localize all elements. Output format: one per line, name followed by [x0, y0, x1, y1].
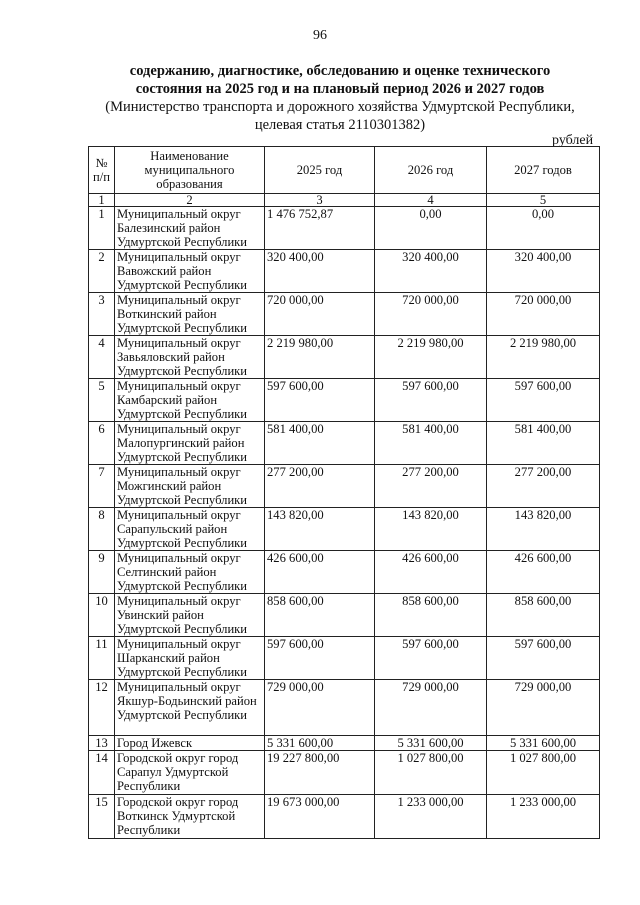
budget-table: [88, 146, 600, 839]
municipality-name: Муниципальный округ Вавожский район Удмуртской Республики: [115, 250, 265, 293]
title-line-4: целевая статья 2110301382): [254, 117, 426, 133]
header-2025: 2025 год: [265, 147, 375, 194]
municipality-name: Муниципальный округ Завьяловский район Удмуртской Республики: [115, 336, 265, 379]
table-row: [89, 465, 600, 508]
value-2025: 581 400,00: [265, 422, 375, 465]
value-2025: 5 331 600,00: [265, 736, 375, 751]
document-title: [80, 62, 600, 134]
value-2027: 858 600,00: [487, 594, 600, 637]
header-num: № п/п: [89, 147, 115, 194]
municipality-name: Муниципальный округ Увинский район Удмуртской Республики: [115, 594, 265, 637]
table-row: [89, 751, 600, 795]
value-2026: 858 600,00: [375, 594, 487, 637]
municipality-name: Муниципальный округ Якшур-Бодьинский район Удмуртской Республики: [115, 680, 265, 736]
value-2027: 597 600,00: [487, 637, 600, 680]
value-2025: 19 673 000,00: [265, 795, 375, 839]
value-2025: 720 000,00: [265, 293, 375, 336]
value-2027: 2 219 980,00: [487, 336, 600, 379]
value-2027: 426 600,00: [487, 551, 600, 594]
column-number: 3: [265, 194, 375, 207]
value-2025: 597 600,00: [265, 379, 375, 422]
value-2025: 1 476 752,87: [265, 207, 375, 250]
municipality-name: Городской округ город Воткинск Удмуртской Республики: [115, 795, 265, 839]
value-2027: 277 200,00: [487, 465, 600, 508]
value-2025: 143 820,00: [265, 508, 375, 551]
table-row: [89, 293, 600, 336]
page-number: 96: [313, 28, 327, 43]
table-row: [89, 336, 600, 379]
row-number: 4: [89, 336, 115, 379]
value-2026: 277 200,00: [375, 465, 487, 508]
currency-unit: рублей: [552, 133, 594, 148]
value-2026: 720 000,00: [375, 293, 487, 336]
column-number-row: [89, 194, 600, 207]
row-number: 14: [89, 751, 115, 795]
value-2025: 729 000,00: [265, 680, 375, 736]
row-number: 8: [89, 508, 115, 551]
value-2026: 143 820,00: [375, 508, 487, 551]
value-2026: 1 233 000,00: [375, 795, 487, 839]
municipality-name: Муниципальный округ Селтинский район Удмуртской Республики: [115, 551, 265, 594]
table-row: [89, 551, 600, 594]
value-2025: 597 600,00: [265, 637, 375, 680]
value-2026: 2 219 980,00: [375, 336, 487, 379]
table-row: [89, 508, 600, 551]
value-2026: 0,00: [375, 207, 487, 250]
table-row: [89, 736, 600, 751]
table-row: [89, 637, 600, 680]
header-2027: 2027 годов: [487, 147, 600, 194]
value-2025: 19 227 800,00: [265, 751, 375, 795]
value-2026: 729 000,00: [375, 680, 487, 736]
value-2027: 5 331 600,00: [487, 736, 600, 751]
row-number: 13: [89, 736, 115, 751]
value-2026: 426 600,00: [375, 551, 487, 594]
value-2026: 597 600,00: [375, 379, 487, 422]
column-number: 2: [115, 194, 265, 207]
municipality-name: Город Ижевск: [115, 736, 265, 751]
row-number: 3: [89, 293, 115, 336]
value-2026: 320 400,00: [375, 250, 487, 293]
value-2026: 581 400,00: [375, 422, 487, 465]
table-row: [89, 422, 600, 465]
row-number: 7: [89, 465, 115, 508]
value-2027: 0,00: [487, 207, 600, 250]
column-number: 4: [375, 194, 487, 207]
row-number: 15: [89, 795, 115, 839]
value-2026: 1 027 800,00: [375, 751, 487, 795]
municipality-name: Муниципальный округ Шарканский район Удмуртской Республики: [115, 637, 265, 680]
row-number: 2: [89, 250, 115, 293]
value-2026: 5 331 600,00: [375, 736, 487, 751]
row-number: 9: [89, 551, 115, 594]
value-2027: 143 820,00: [487, 508, 600, 551]
table-row: [89, 250, 600, 293]
title-line-1: содержанию, диагностике, обследованию и оценке технического: [129, 63, 551, 79]
table-row: [89, 795, 600, 839]
value-2025: 426 600,00: [265, 551, 375, 594]
value-2025: 2 219 980,00: [265, 336, 375, 379]
table-header-row: [89, 147, 600, 194]
table-row: [89, 207, 600, 250]
value-2027: 581 400,00: [487, 422, 600, 465]
value-2027: 1 027 800,00: [487, 751, 600, 795]
municipality-name: Муниципальный округ Воткинский район Удмуртской Республики: [115, 293, 265, 336]
column-number: 5: [487, 194, 600, 207]
value-2027: 597 600,00: [487, 379, 600, 422]
value-2027: 720 000,00: [487, 293, 600, 336]
row-number: 5: [89, 379, 115, 422]
value-2027: 729 000,00: [487, 680, 600, 736]
value-2027: 1 233 000,00: [487, 795, 600, 839]
table-row: [89, 594, 600, 637]
row-number: 6: [89, 422, 115, 465]
row-number: 1: [89, 207, 115, 250]
row-number: 10: [89, 594, 115, 637]
municipality-name: Муниципальный округ Малопургинский район Удмуртской Республики: [115, 422, 265, 465]
title-line-3: (Министерство транспорта и дорожного хозяйства Удмуртской Республики,: [105, 99, 575, 115]
municipality-name: Муниципальный округ Камбарский район Удмуртской Республики: [115, 379, 265, 422]
value-2025: 277 200,00: [265, 465, 375, 508]
column-number: 1: [89, 194, 115, 207]
municipality-name: Муниципальный округ Можгинский район Удмуртской Республики: [115, 465, 265, 508]
value-2025: 858 600,00: [265, 594, 375, 637]
value-2025: 320 400,00: [265, 250, 375, 293]
value-2026: 597 600,00: [375, 637, 487, 680]
municipality-name: Городской округ город Сарапул Удмуртской Республики: [115, 751, 265, 795]
header-2026: 2026 год: [375, 147, 487, 194]
row-number: 12: [89, 680, 115, 736]
table-row: [89, 379, 600, 422]
value-2027: 320 400,00: [487, 250, 600, 293]
header-name: Наименование муниципального образования: [115, 147, 265, 194]
municipality-name: Муниципальный округ Балезинский район Удмуртской Республики: [115, 207, 265, 250]
title-line-2: состояния на 2025 год и на плановый период 2026 и 2027 годов: [135, 81, 545, 97]
table-row: [89, 680, 600, 736]
row-number: 11: [89, 637, 115, 680]
municipality-name: Муниципальный округ Сарапульский район Удмуртской Республики: [115, 508, 265, 551]
